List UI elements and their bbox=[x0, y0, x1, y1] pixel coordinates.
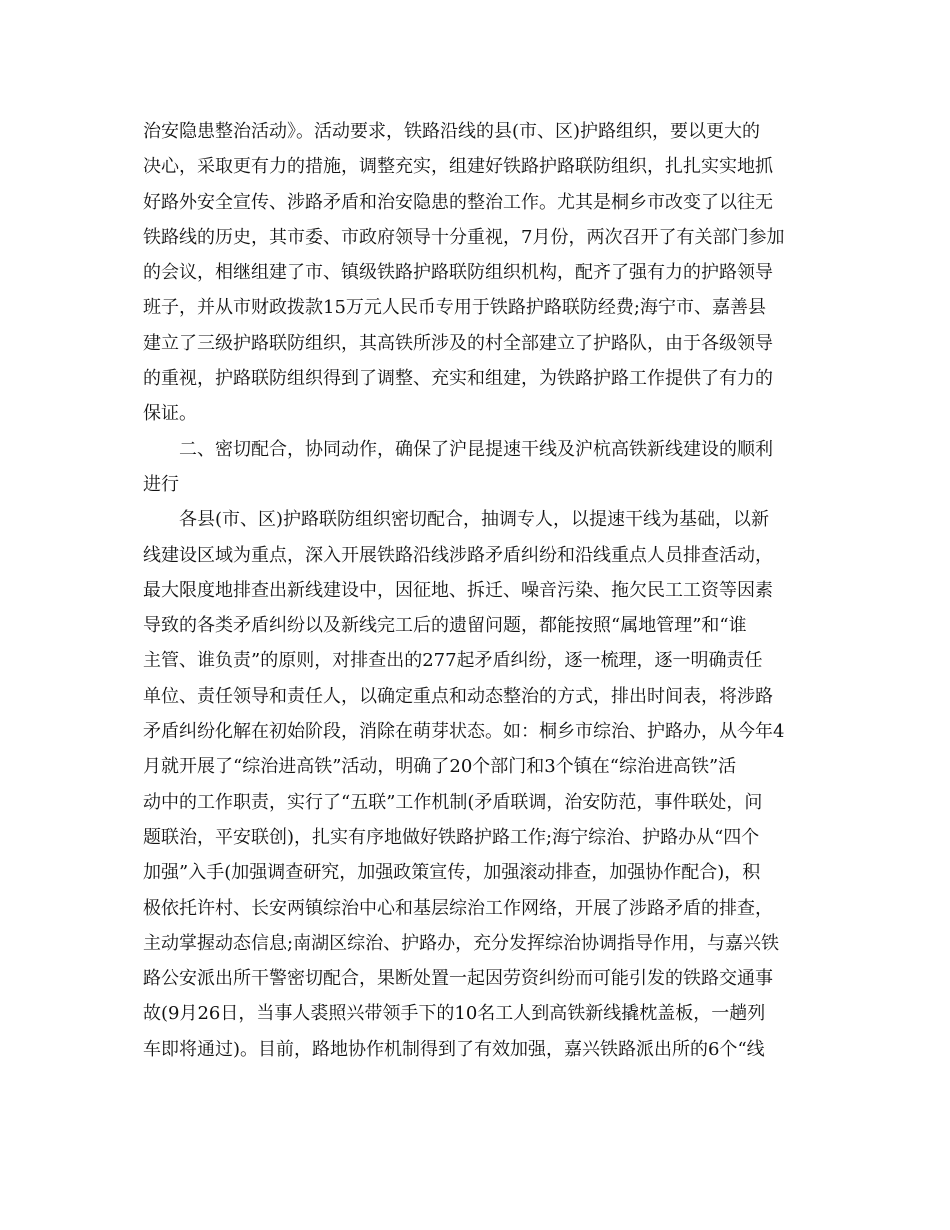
paragraph-line: 的重视，护路联防组织得到了调整、充实和组建，为铁路护路工作提供了有力的 bbox=[143, 368, 773, 390]
paragraph-line: 路公安派出所干警密切配合，果断处置一起因劳资纠纷而可能引发的铁路交通事 bbox=[143, 968, 773, 990]
paragraph-line: 治安隐患整治活动》。活动要求，铁路沿线的县(市、区)护路组织，要以更大的 bbox=[143, 121, 761, 142]
paragraph-line: 班子，并从市财政拨款15万元人民币专用于铁路护路联防经费;海宁市、嘉善县 bbox=[143, 297, 766, 319]
paragraph-line: 月就开展了“综治进高铁”活动，明确了20个部门和3个镇在“综治进高铁”活 bbox=[143, 756, 737, 778]
paragraph-line: 铁路线的历史，其市委、市政府领导十分重视，7月份，两次召开了有关部门参加 bbox=[143, 226, 785, 248]
paragraph-line: 主管、谁负责”的原则，对排查出的277起矛盾纠纷，逐一梳理，逐一明确责任 bbox=[143, 650, 763, 672]
paragraph bbox=[143, 502, 813, 1067]
document-body bbox=[143, 114, 813, 1067]
paragraph-line: 车即将通过)。目前，路地协作机制得到了有效加强，嘉兴铁路派出所的6个“线 bbox=[143, 1038, 765, 1060]
paragraph-line: 建立了三级护路联防组织，其高铁所涉及的村全部建立了护路队，由于各级领导 bbox=[143, 332, 773, 354]
paragraph-line: 加强”入手(加强调查研究，加强政策宣传，加强滚动排查，加强协作配合)，积 bbox=[143, 862, 761, 884]
paragraph-line: 故(9月26日，当事人裘照兴带领手下的10名工人到高铁新线撬枕盖板，一趟列 bbox=[143, 1003, 766, 1025]
paragraph-line: 保证。 bbox=[143, 403, 197, 425]
paragraph-line: 决心，采取更有力的措施，调整充实，组建好铁路护路联防组织，扎扎实实地抓 bbox=[143, 156, 773, 178]
paragraph-line: 的会议，相继组建了市、镇级铁路护路联防组织机构，配齐了强有力的护路领导 bbox=[143, 262, 773, 284]
paragraph-line: 进行 bbox=[143, 473, 179, 495]
paragraph bbox=[143, 432, 813, 503]
paragraph-line: 动中的工作职责，实行了“五联”工作机制(矛盾联调，治安防范，事件联处，问 bbox=[143, 791, 763, 813]
paragraph-line: 好路外安全宣传、涉路矛盾和治安隐患的整治工作。尤其是桐乡市改变了以往无 bbox=[143, 191, 773, 213]
paragraph-line: 最大限度地排查出新线建设中，因征地、拆迁、噪音污染、拖欠民工工资等因素 bbox=[143, 579, 773, 601]
paragraph-line: 导致的各类矛盾纠纷以及新线完工后的遗留问题，都能按照“属地管理”和“谁 bbox=[143, 615, 747, 637]
paragraph-line: 各县(市、区)护路联防组织密切配合，抽调专人，以提速干线为基础，以新 bbox=[179, 509, 770, 531]
paragraph-line: 矛盾纠纷化解在初始阶段，消除在萌芽状态。如：桐乡市综治、护路办，从今年4 bbox=[143, 721, 785, 743]
paragraph-line: 二、密切配合，协同动作，确保了沪昆提速干线及沪杭高铁新线建设的顺利 bbox=[179, 438, 773, 460]
paragraph-line: 单位、责任领导和责任人，以确定重点和动态整治的方式，排出时间表，将涉路 bbox=[143, 685, 773, 707]
paragraph-line: 主动掌握动态信息;南湖区综治、护路办，充分发挥综治协调指导作用，与嘉兴铁 bbox=[143, 932, 780, 954]
paragraph-line: 极依托许村、长安两镇综治中心和基层综治工作网络，开展了涉路矛盾的排查， bbox=[143, 897, 773, 919]
paragraph-line: 线建设区域为重点，深入开展铁路沿线涉路矛盾纠纷和沿线重点人员排查活动， bbox=[143, 544, 773, 566]
paragraph bbox=[143, 114, 813, 432]
paragraph-line: 题联治，平安联创)，扎实有序地做好铁路护路工作;海宁综治、护路办从“四个 bbox=[143, 826, 760, 848]
